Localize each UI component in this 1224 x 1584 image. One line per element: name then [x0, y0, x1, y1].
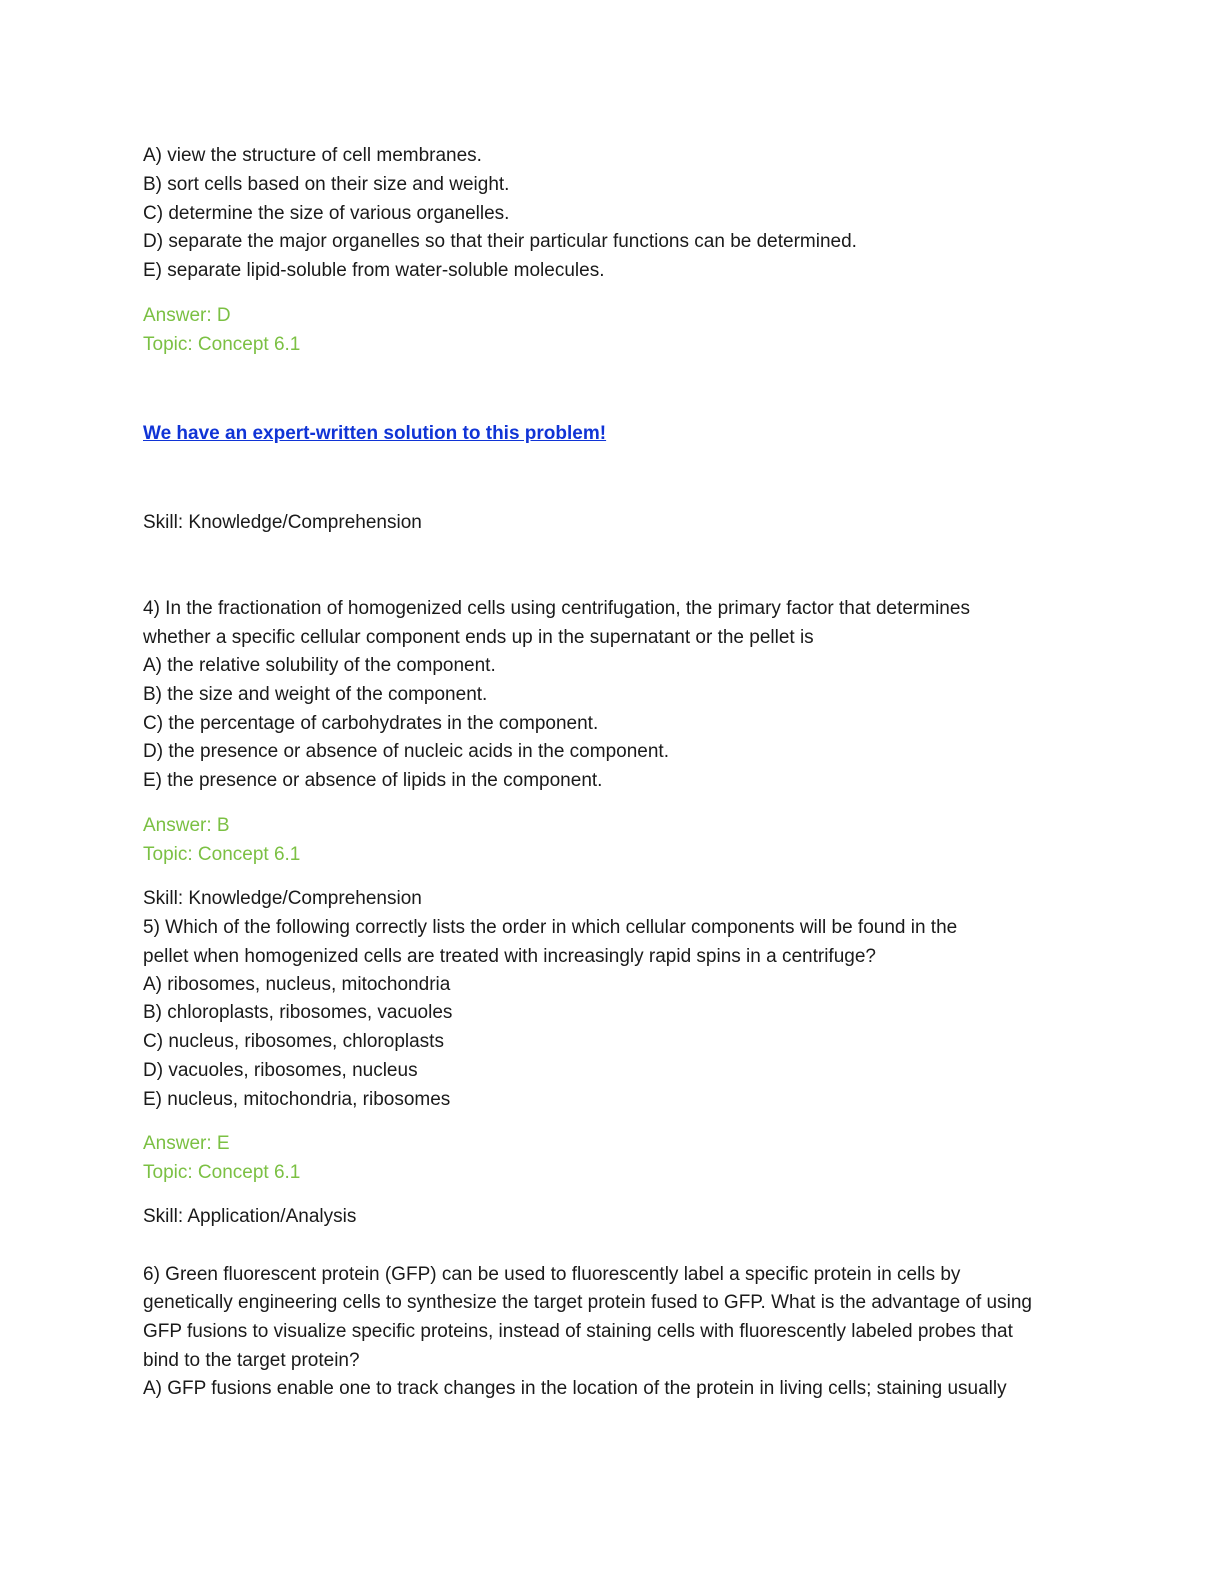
- q4-answer: Answer: B: [143, 815, 230, 836]
- q4-option-e: E) the presence or absence of lipids in the component.: [143, 770, 603, 791]
- q5-question-line-1: 5) Which of the following correctly lists the order in which cellular components will be found in the: [143, 917, 958, 938]
- q3-option-c: C) determine the size of various organelles.: [143, 203, 510, 224]
- expert-solution-link[interactable]: We have an expert-written solution to this problem!: [143, 423, 607, 444]
- q5-option-e: E) nucleus, mitochondria, ribosomes: [143, 1089, 451, 1110]
- q3-topic: Topic: Concept 6.1: [143, 334, 301, 355]
- q6-question-line-2: genetically engineering cells to synthesize the target protein fused to GFP. What is the advantage of using: [143, 1292, 1032, 1313]
- q6-skill: Skill: Application/Analysis: [143, 1206, 357, 1227]
- q6-option-a: A) GFP fusions enable one to track changes in the location of the protein in living cells; staining usually: [143, 1378, 1007, 1399]
- q5-skill: Skill: Knowledge/Comprehension: [143, 888, 422, 909]
- q5-option-b: B) chloroplasts, ribosomes, vacuoles: [143, 1002, 453, 1023]
- q6-question-line-4: bind to the target protein?: [143, 1350, 360, 1371]
- q5-answer: Answer: E: [143, 1133, 230, 1154]
- q5-option-c: C) nucleus, ribosomes, chloroplasts: [143, 1031, 444, 1052]
- q4-option-b: B) the size and weight of the component.: [143, 684, 488, 705]
- q3-option-e: E) separate lipid-soluble from water-soluble molecules.: [143, 260, 605, 281]
- q5-option-a: A) ribosomes, nucleus, mitochondria: [143, 974, 451, 995]
- q5-option-d: D) vacuoles, ribosomes, nucleus: [143, 1060, 418, 1081]
- q5-question-line-2: pellet when homogenized cells are treated with increasingly rapid spins in a centrifuge?: [143, 946, 876, 967]
- q4-skill: Skill: Knowledge/Comprehension: [143, 512, 422, 533]
- q3-option-a: A) view the structure of cell membranes.: [143, 145, 482, 166]
- q4-question-line-2: whether a specific cellular component ends up in the supernatant or the pellet is: [143, 627, 814, 648]
- q4-option-d: D) the presence or absence of nucleic acids in the component.: [143, 741, 669, 762]
- q3-answer: Answer: D: [143, 305, 231, 326]
- q3-option-d: D) separate the major organelles so that their particular functions can be determined.: [143, 231, 857, 252]
- q4-option-a: A) the relative solubility of the component.: [143, 655, 496, 676]
- q5-topic: Topic: Concept 6.1: [143, 1162, 301, 1183]
- q4-topic: Topic: Concept 6.1: [143, 844, 301, 865]
- q3-option-b: B) sort cells based on their size and weight.: [143, 174, 510, 195]
- q6-question-line-3: GFP fusions to visualize specific proteins, instead of staining cells with fluorescently labeled probes that: [143, 1321, 1013, 1342]
- q6-question-line-1: 6) Green fluorescent protein (GFP) can be used to fluorescently label a specific protein in cells by: [143, 1264, 961, 1285]
- q4-option-c: C) the percentage of carbohydrates in the component.: [143, 713, 599, 734]
- q4-question-line-1: 4) In the fractionation of homogenized cells using centrifugation, the primary factor that determines: [143, 598, 970, 619]
